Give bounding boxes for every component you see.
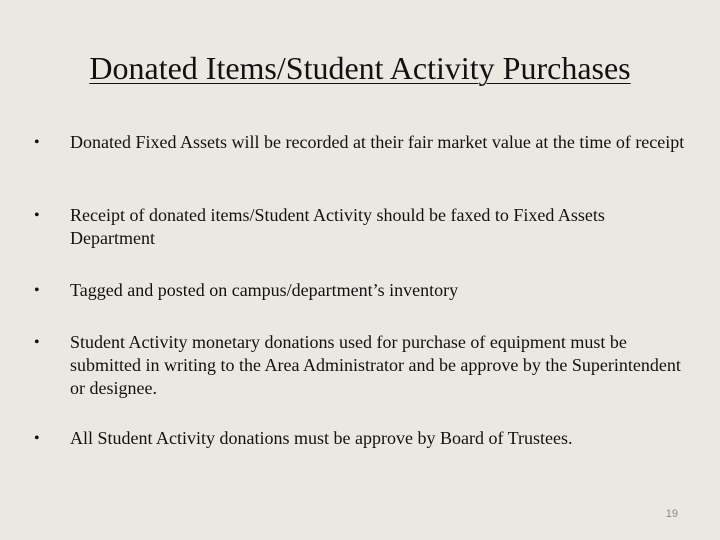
- bullet-dot-icon: •: [34, 430, 40, 447]
- bullet-text: Tagged and posted on campus/department’s inventory: [70, 280, 459, 300]
- page-number: 19: [665, 508, 678, 520]
- bullet-text: Donated Fixed Assets will be recorded at their fair market value at the time of receipt: [70, 132, 685, 152]
- bullet-item: [34, 204, 694, 250]
- bullet-item: [34, 131, 694, 154]
- bullet-item: [34, 279, 694, 302]
- bullet-text: Receipt of donated items/Student Activity should be faxed to Fixed Assets Department: [70, 205, 605, 248]
- bullet-dot-icon: •: [34, 134, 40, 151]
- bullet-text: Student Activity monetary donations used for purchase of equipment must be submitted in writing to the Area Administrator and be approve by the Superintendent or designee.: [70, 332, 681, 398]
- bullet-dot-icon: •: [34, 207, 40, 224]
- bullet-dot-icon: •: [34, 334, 40, 351]
- slide-title: Donated Items/Student Activity Purchases: [89, 50, 631, 86]
- bullet-item: [34, 331, 694, 400]
- bullet-dot-icon: •: [34, 282, 40, 299]
- bullet-item: [34, 427, 694, 450]
- bullet-text: All Student Activity donations must be approve by Board of Trustees.: [70, 428, 573, 448]
